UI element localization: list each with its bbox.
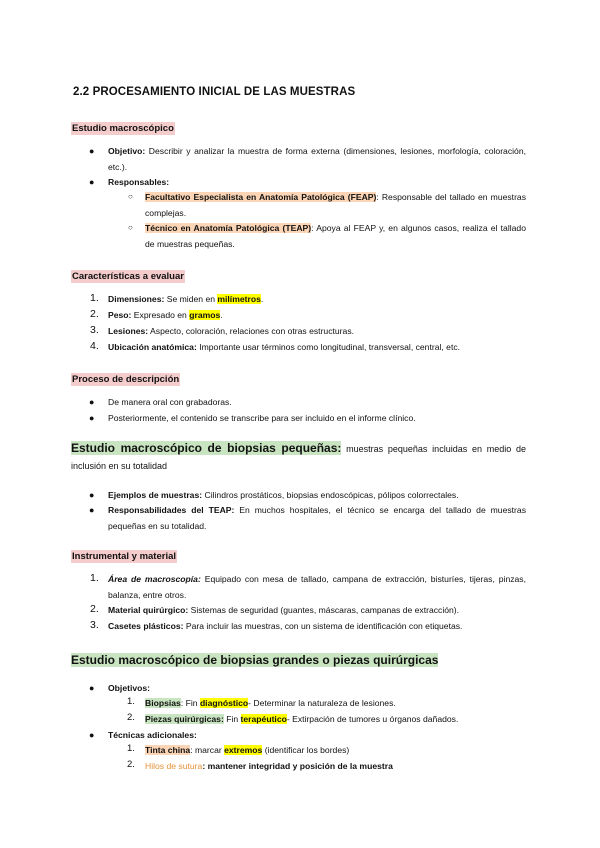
biopsias-pequenas-heading: Estudio macroscópico de biopsias pequeñas: — [71, 441, 342, 455]
bullet-icon: ● — [89, 683, 95, 693]
responsabilidades-item: Responsabilidades del TEAP: En muchos hospitales, el técnico se encarga del tallado de muestras pequeñas en su totalidad. — [108, 505, 526, 531]
bullet-icon: ● — [89, 730, 95, 740]
feap-item: Facultativo Especialista en Anatomía Patológica (FEAP): Responsable del tallado en muestras complejas. — [145, 192, 527, 218]
objetivo-piezas: Piezas quirúrgicas: Fin terapéutico- Extirpación de tumores u órganos dañados. — [145, 714, 459, 724]
caracteristicas-heading: Características a evaluar — [72, 271, 184, 282]
bullet-icon: ● — [89, 490, 95, 500]
bullet-icon: ● — [89, 177, 95, 187]
list-item: Posteriormente, el contenido se transcribe para ser incluido en el informe clínico. — [108, 413, 416, 423]
list-item: Peso: Expresado en gramos. — [108, 310, 223, 320]
list-item: Lesiones: Aspecto, coloración, relaciones con otras estructuras. — [108, 326, 355, 336]
ejemplos-item: Ejemplos de muestras: Cilindros prostáticos, biopsias endoscópicas, pólipos colorrectales. — [108, 490, 459, 500]
instrumental-heading: Instrumental y material — [72, 551, 177, 562]
objetivos-item: Objetivos: — [108, 683, 151, 693]
list-number: 2. — [127, 759, 135, 770]
list-number: 3. — [90, 324, 99, 336]
list-number: 2. — [90, 308, 99, 320]
tecnicas-item: Técnicas adicionales: — [108, 730, 197, 740]
circle-bullet-icon: ○ — [128, 192, 133, 201]
bullet-icon: ● — [89, 413, 95, 423]
responsables-item: Responsables: — [108, 177, 170, 187]
objetivo-item: Objetivo: Describir y analizar la muestra de forma externa (dimensiones, lesiones, morfología, coloración, etc.). — [108, 146, 526, 172]
list-number: 2. — [127, 712, 135, 723]
list-number: 1. — [90, 572, 99, 584]
biopsias-pequenas-block: Estudio macroscópico de biopsias pequeñas: muestras pequeñas incluidas en medio de inclusión en su totalidad — [71, 441, 526, 471]
bullet-icon: ● — [89, 505, 95, 515]
circle-bullet-icon: ○ — [128, 223, 133, 232]
tecnica-hilos: Hilos de sutura: mantener integridad y posición de la muestra — [145, 761, 393, 771]
bullet-icon: ● — [89, 146, 95, 156]
biopsias-grandes-heading: Estudio macroscópico de biopsias grandes o piezas quirúrgicas — [71, 653, 439, 667]
teap-item: Técnico en Anatomía Patológica (TEAP): Apoya al FEAP y, en algunos casos, realiza el tallado de muestras pequeñas. — [145, 223, 526, 249]
section-title: 2.2 PROCESAMIENTO INICIAL DE LAS MUESTRAS — [73, 86, 356, 98]
list-item: De manera oral con grabadoras. — [108, 397, 232, 407]
list-number: 1. — [127, 743, 135, 754]
list-item: Dimensiones: Se miden en milímetros. — [108, 294, 264, 304]
list-item: Casetes plásticos: Para incluir las muestras, con un sistema de identificación con etiquetas. — [108, 621, 463, 631]
list-number: 3. — [90, 619, 99, 631]
estudio-macroscopico-heading: Estudio macroscópico — [72, 123, 174, 134]
list-number: 4. — [90, 340, 99, 352]
bullet-icon: ● — [89, 397, 95, 407]
proceso-descripcion-heading: Proceso de descripción — [72, 374, 180, 385]
list-item: Área de macroscopía: Equipado con mesa de tallado, campana de extracción, bisturíes, tijeras, pinzas, balanza, entre otros. — [108, 574, 526, 600]
list-number: 1. — [90, 292, 99, 304]
list-item: Material quirúrgico: Sistemas de seguridad (guantes, máscaras, campanas de extracción). — [108, 605, 460, 615]
list-number: 1. — [127, 696, 135, 707]
list-number: 2. — [90, 603, 99, 615]
objetivo-biopsias: Biopsias: Fin diagnóstico- Determinar la naturaleza de lesiones. — [145, 698, 396, 708]
list-item: Ubicación anatómica: Importante usar términos como longitudinal, transversal, central, etc. — [108, 342, 461, 352]
tecnica-tinta: Tinta china: marcar extremos (identificar los bordes) — [145, 745, 350, 755]
